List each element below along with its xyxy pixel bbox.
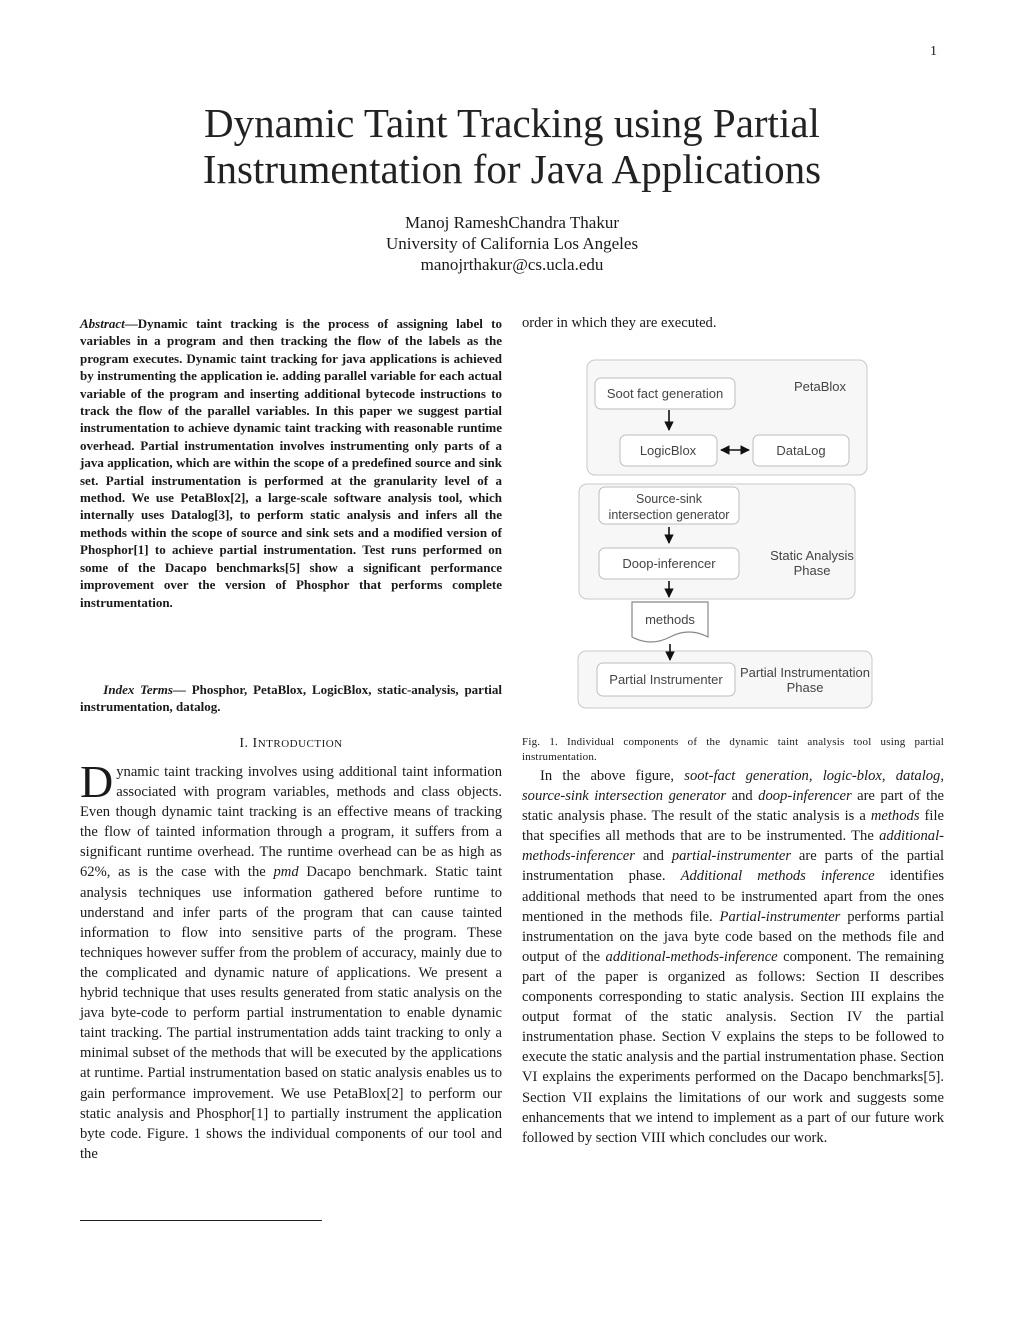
index-terms-text: — Phosphor, PetaBlox, LogicBlox, static-analysis, partial instrumentation, datalog.: [80, 682, 503, 715]
source-sink-label-1: Source-sink: [636, 492, 702, 506]
dropcap: D: [80, 756, 114, 807]
index-terms: [80, 681, 502, 716]
rb-i7: Additional methods inference: [680, 868, 875, 885]
section-rest: NTRODUCTION: [257, 738, 343, 750]
rb-s9: performs partial instrumentation on the java byte code based on the methods file and output of the: [522, 908, 944, 965]
methods-label: methods: [645, 612, 695, 627]
datalog-label: DataLog: [776, 443, 826, 458]
pi-phase-label-1: Partial Instrumentation: [739, 665, 871, 680]
rb-i4: methods: [870, 808, 920, 825]
static-phase-label-2: Phase: [793, 563, 831, 578]
author-email[interactable]: manojrthakur@cs.ucla.edu: [420, 255, 604, 274]
abstract: [80, 315, 502, 611]
rb-i5: additional-methods-inferencer: [522, 828, 944, 865]
partial-instrumenter-label: Partial Instrumenter: [609, 672, 723, 687]
rb-i1: soot-fact generation, logic-blox, datalog: [684, 768, 941, 784]
abstract-label: Abstract: [80, 316, 125, 331]
index-terms-label: Index Terms: [103, 682, 173, 697]
intro-text-2: Dacapo benchmark. Static taint analysis techniques use information gathered before runtime to understand and infer parts of the program that can cause tainted information to flow into sensitive parts of the program. These techniques however suffer from the problem of accuracy, mainly due to the complicated and dynamic nature of applications. We present a hybrid technique that uses results generated from static analysis on the java byte-code to perform partial instrumentation to enable dynamic taint tracking. The partial instrumentation adds taint tracking to only a minimal subset of the methods that will be executed by the applications at runtime. Partial instrumentation based on static analysis enables us to gain performance improvement. We use PetaBlox[2] to perform our static analysis and Phosphor[1] to partially instrument the application byte code. Figure. 1 shows the individual components of our tool and the: [80, 864, 502, 1162]
rb-s1: In the above figure,: [540, 768, 685, 784]
logicblox-label: LogicBlox: [639, 443, 697, 458]
rb-i8: Partial-instrumenter: [719, 908, 841, 925]
static-phase-label-1: Static Analysis: [770, 548, 854, 563]
source-sink-label-2: intersection generator: [608, 508, 730, 522]
footnote-rule: [80, 1220, 322, 1221]
title-line-2: Instrumentation for Java Applications: [202, 146, 822, 192]
intro-pmd: pmd: [273, 864, 299, 881]
title-line-1: Dynamic Taint Tracking using Partial: [204, 100, 820, 146]
abstract-text: —Dynamic taint tracking is the process of assigning label to variables in a program and then tracking the flow of the labels as the program executes. Dynamic taint tracking for java applications is achieved by instrumenting the application ie. adding parallel variable for each actual variable of the program and inserting additional bytecode instructions to track the flow of the parallel variables. In this paper we suggest partial instrumentation to achieve dynamic taint tracking with reasonable runtime overhead. Partial instrumentation involves instrumenting only parts of a java application, which are within the scope of a predefined source and sink set. Partial instrumentation is performed at the granularity level of a method. We use PetaBlox[2], a large-scale software analysis tool, which internally uses Datalog[3], to perform static analysis and infers all the methods within the scope of source and sink sets and a modified version of Phosphor[1] to achieve partial instrumentation. Test runs performed on some of the Dacapo benchmarks[5] show a significant performance improvement over the version of Phosphor that performs complete instrumentation.: [80, 316, 502, 610]
rb-i2: source-sink intersection generator: [522, 788, 727, 805]
pi-phase-label-2: Phase: [786, 680, 824, 695]
paper-title: [0, 100, 1024, 192]
right-column-body: [522, 766, 944, 1148]
figure-diagram: [575, 357, 875, 712]
rb-s8: identifies additional methods that need to be instrumented apart from the ones mentioned in the methods file.: [522, 868, 944, 925]
rb-s7: are parts of the partial instrumentation phase.: [522, 848, 944, 885]
rb-s2: ,: [940, 768, 944, 784]
rb-i9: additional-methods-inference: [605, 948, 778, 965]
section-heading-introduction: [80, 736, 502, 752]
page-number: 1: [930, 44, 937, 59]
petablox-label: PetaBlox: [793, 379, 847, 394]
author-block: [0, 212, 1024, 275]
rb-s4: are part of the static analysis phase. The result of the static analysis is a: [522, 788, 944, 825]
section-numeral: I.: [239, 736, 249, 751]
section-first-letter: I: [252, 736, 258, 751]
figure-caption: Fig. 1. Individual components of the dynamic taint analysis tool using partial instrumentation.: [522, 736, 944, 763]
right-column-top-text: order in which they are executed.: [522, 315, 717, 331]
soot-label: Soot fact generation: [606, 386, 724, 401]
rb-i3: doop-inferencer: [758, 788, 852, 805]
author-name: Manoj RameshChandra Thakur: [404, 213, 620, 232]
author-affiliation: University of California Los Angeles: [385, 234, 639, 253]
doop-label: Doop-inferencer: [622, 556, 716, 571]
rb-s10: component. The remaining part of the paper is organized as follows: Section II describes components corresponding to static analysis. Section III explains the output format of the static analysis. Section IV the partial instrumentation phase. Section V explains the steps to be followed to execute the static analysis and the partial instrumentation phase. Section VI explains the experiments performed on the Dacapo benchmarks[5]. Section VII explains the limitations of our work and suggests some enhancements that we intend to implement as a part of our future work followed by section VIII which concludes our work.: [522, 948, 945, 1146]
rb-s6: and: [634, 848, 672, 865]
intro-text-1: ynamic taint tracking involves using additional taint information associated with program variables, methods and class objects. Even though dynamic taint tracking is an effective means of tracking the flow of tainted information through a program, it suffers from a significant runtime overhead. The runtime overhead can be as high as 62%, as is the case with the: [80, 764, 502, 881]
rb-s5: file that specifies all methods that are to be instrumented. The: [522, 808, 944, 845]
rb-i6: partial-instrumenter: [671, 848, 792, 865]
rb-s3: and: [726, 788, 759, 805]
introduction-body: [80, 756, 502, 1164]
